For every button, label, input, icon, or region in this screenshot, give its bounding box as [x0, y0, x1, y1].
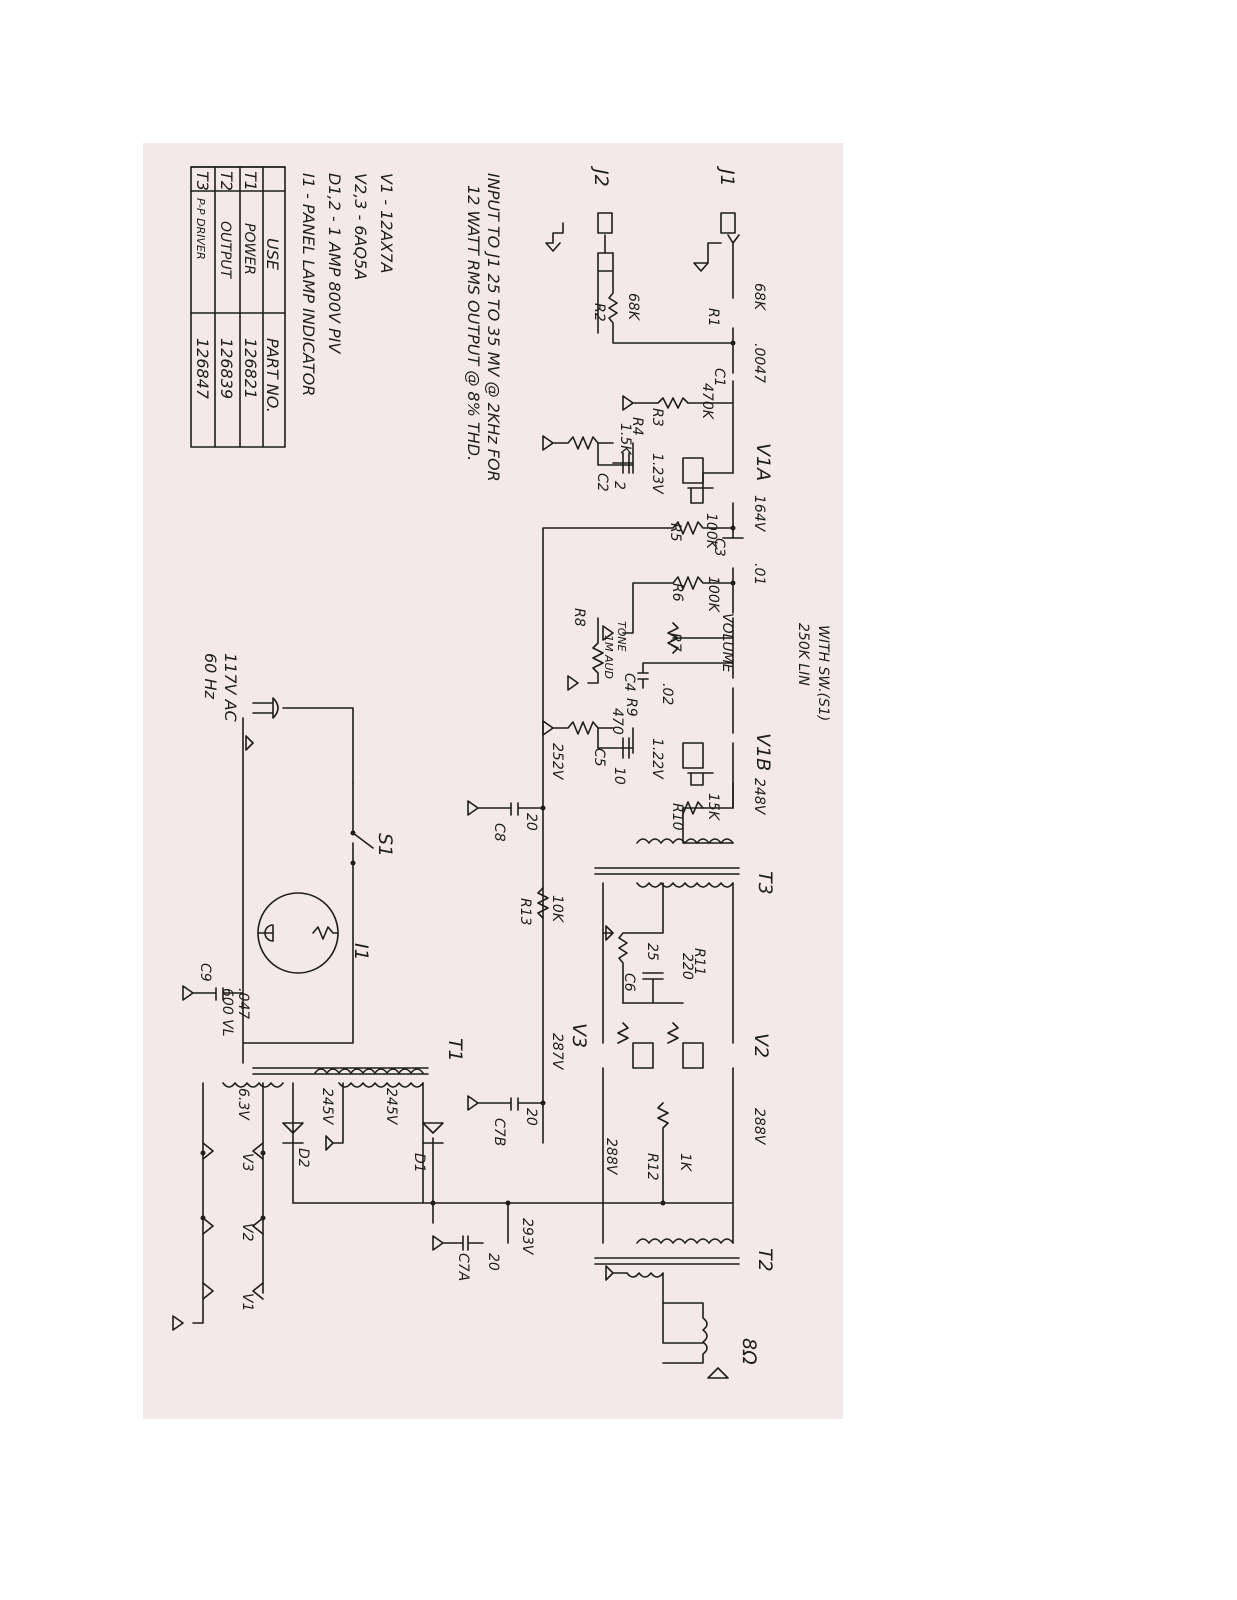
label-c4-val: .02: [659, 683, 675, 706]
label-v-123: 1.23V: [649, 453, 665, 494]
label-v3: V3: [568, 1023, 590, 1049]
label-volume: VOLUME: [719, 613, 735, 673]
label-r5-val: 100K: [703, 513, 719, 549]
label-r3-val: 470K: [699, 383, 715, 419]
label-r13-val: 10K: [549, 895, 565, 922]
label-tone: TONE: [615, 621, 628, 652]
label-c1: C1: [711, 368, 727, 387]
label-c3: C3: [711, 538, 727, 557]
label-r10: R10: [669, 803, 685, 831]
label-c9-rating: 600 VL: [219, 988, 235, 1037]
label-heater-v2: V2: [239, 1223, 255, 1242]
label-r13: R13: [517, 898, 533, 926]
label-r12-val: 1K: [677, 1153, 693, 1172]
label-c7a-val: 20: [485, 1253, 501, 1271]
table-cell: P-P DRIVER: [194, 198, 207, 260]
label-r8: R8: [571, 608, 587, 627]
label-i1: I1: [350, 943, 372, 961]
label-c8-val: 20: [523, 813, 539, 831]
label-r6: R6: [669, 583, 685, 602]
label-c7b-val: 20: [523, 1108, 539, 1126]
label-r6-val: 100K: [705, 576, 721, 612]
label-v-63: 6.3V: [235, 1088, 251, 1120]
table-header-part-no: PART NO.: [263, 338, 282, 413]
label-heater-v1: V1: [239, 1293, 255, 1312]
label-s1: S1: [374, 833, 396, 858]
table-cell: 126847: [193, 338, 212, 400]
tube-list-item: D1,2 - 1 AMP 800V PIV: [325, 173, 344, 354]
parts-table: [191, 167, 285, 447]
label-v-122: 1.22V: [649, 738, 665, 779]
label-speaker: 8Ω: [738, 1338, 760, 1365]
label-v1a: V1A: [752, 443, 774, 482]
label-r7-val: 250K LIN: [795, 623, 811, 686]
label-c2: C2: [594, 473, 610, 492]
label-r11-val: 220: [679, 953, 695, 980]
table-cell: POWER: [241, 223, 257, 275]
label-c4: C4: [621, 673, 637, 692]
label-r12: R12: [644, 1153, 660, 1181]
label-r1-val: 68K: [751, 283, 767, 310]
label-c6-val: 25: [644, 943, 660, 961]
tube-list-item: V1 - 12AX7A: [377, 173, 396, 274]
label-mains-2: 60 Hz: [201, 653, 220, 699]
table-cell: T3: [193, 171, 212, 191]
label-r4-val: 1.5K: [617, 423, 633, 455]
schematic-sheet: [143, 143, 843, 1419]
label-v-288-a: 288V: [751, 1108, 767, 1145]
label-t3: T3: [754, 871, 776, 895]
label-c9-val: .047: [235, 988, 251, 1020]
label-c9: C9: [197, 963, 213, 982]
label-c6: C6: [621, 973, 637, 992]
label-c8: C8: [491, 823, 507, 842]
label-v-245-b: 245V: [319, 1088, 335, 1125]
label-r1: R1: [705, 308, 721, 327]
label-r8-val: 1M AUD: [602, 635, 615, 680]
label-r7: R7: [667, 633, 683, 652]
label-r2-val: 68K: [625, 293, 641, 320]
label-v-245-a: 245V: [383, 1088, 399, 1125]
note-line-2: 12 WATT RMS OUTPUT @ 8% THD.: [464, 185, 483, 462]
table-cell: OUTPUT: [217, 221, 233, 279]
notes: [464, 173, 503, 482]
label-mains-1: 117V AC: [221, 653, 240, 722]
label-v-164: 164V: [751, 495, 767, 532]
label-v1b: V1B: [752, 733, 774, 772]
label-c1-val: .0047: [751, 343, 767, 384]
label-r9: R9: [623, 698, 639, 717]
table-cell: T1: [241, 171, 260, 191]
tube-list-item: V2,3 - 6AQ5A: [351, 173, 370, 281]
label-r7-sw: WITH SW.(S1): [815, 625, 831, 722]
label-v2: V2: [750, 1033, 772, 1059]
label-v-252: 252V: [549, 743, 565, 780]
table-cell: 126839: [217, 338, 236, 400]
label-d2: D2: [295, 1148, 311, 1168]
label-c7a: C7A: [455, 1253, 471, 1282]
label-j1: J1: [716, 169, 738, 187]
label-j2: J2: [590, 169, 612, 187]
tube-list-item: I1 - PANEL LAMP INDICATOR: [299, 173, 318, 397]
label-r5: R5: [667, 523, 683, 542]
label-c3-val: .01: [751, 563, 767, 586]
label-c7b: C7B: [491, 1118, 507, 1147]
label-r3: R3: [649, 408, 665, 427]
label-v-293: 293V: [519, 1218, 535, 1255]
label-c5: C5: [591, 748, 607, 767]
label-d1: D1: [411, 1153, 427, 1173]
label-r10-val: 15K: [705, 793, 721, 820]
table-cell: 126821: [241, 338, 260, 400]
label-r4: R4: [629, 417, 645, 436]
label-v-288-b: 288V: [603, 1138, 619, 1175]
label-heater-v3: V3: [239, 1153, 255, 1172]
label-r11: R11: [691, 948, 707, 976]
label-c5-val: 10: [611, 767, 627, 785]
label-t1: T1: [444, 1038, 466, 1062]
schematic-drawing: [143, 143, 843, 1419]
label-r9-val: 470: [609, 708, 625, 735]
label-v-248: 248V: [751, 778, 767, 815]
label-c2-val: 2: [611, 481, 627, 490]
tube-list: [299, 173, 396, 396]
table-header-use: USE: [263, 238, 282, 270]
note-line-1: INPUT TO J1 25 TO 35 MV @ 2KHz FOR: [484, 173, 503, 482]
component-labels: [197, 165, 831, 1365]
label-v-287: 287V: [549, 1033, 565, 1070]
table-cell: T2: [217, 171, 236, 191]
label-r2: R2: [591, 303, 607, 322]
label-t2: T2: [754, 1248, 776, 1272]
